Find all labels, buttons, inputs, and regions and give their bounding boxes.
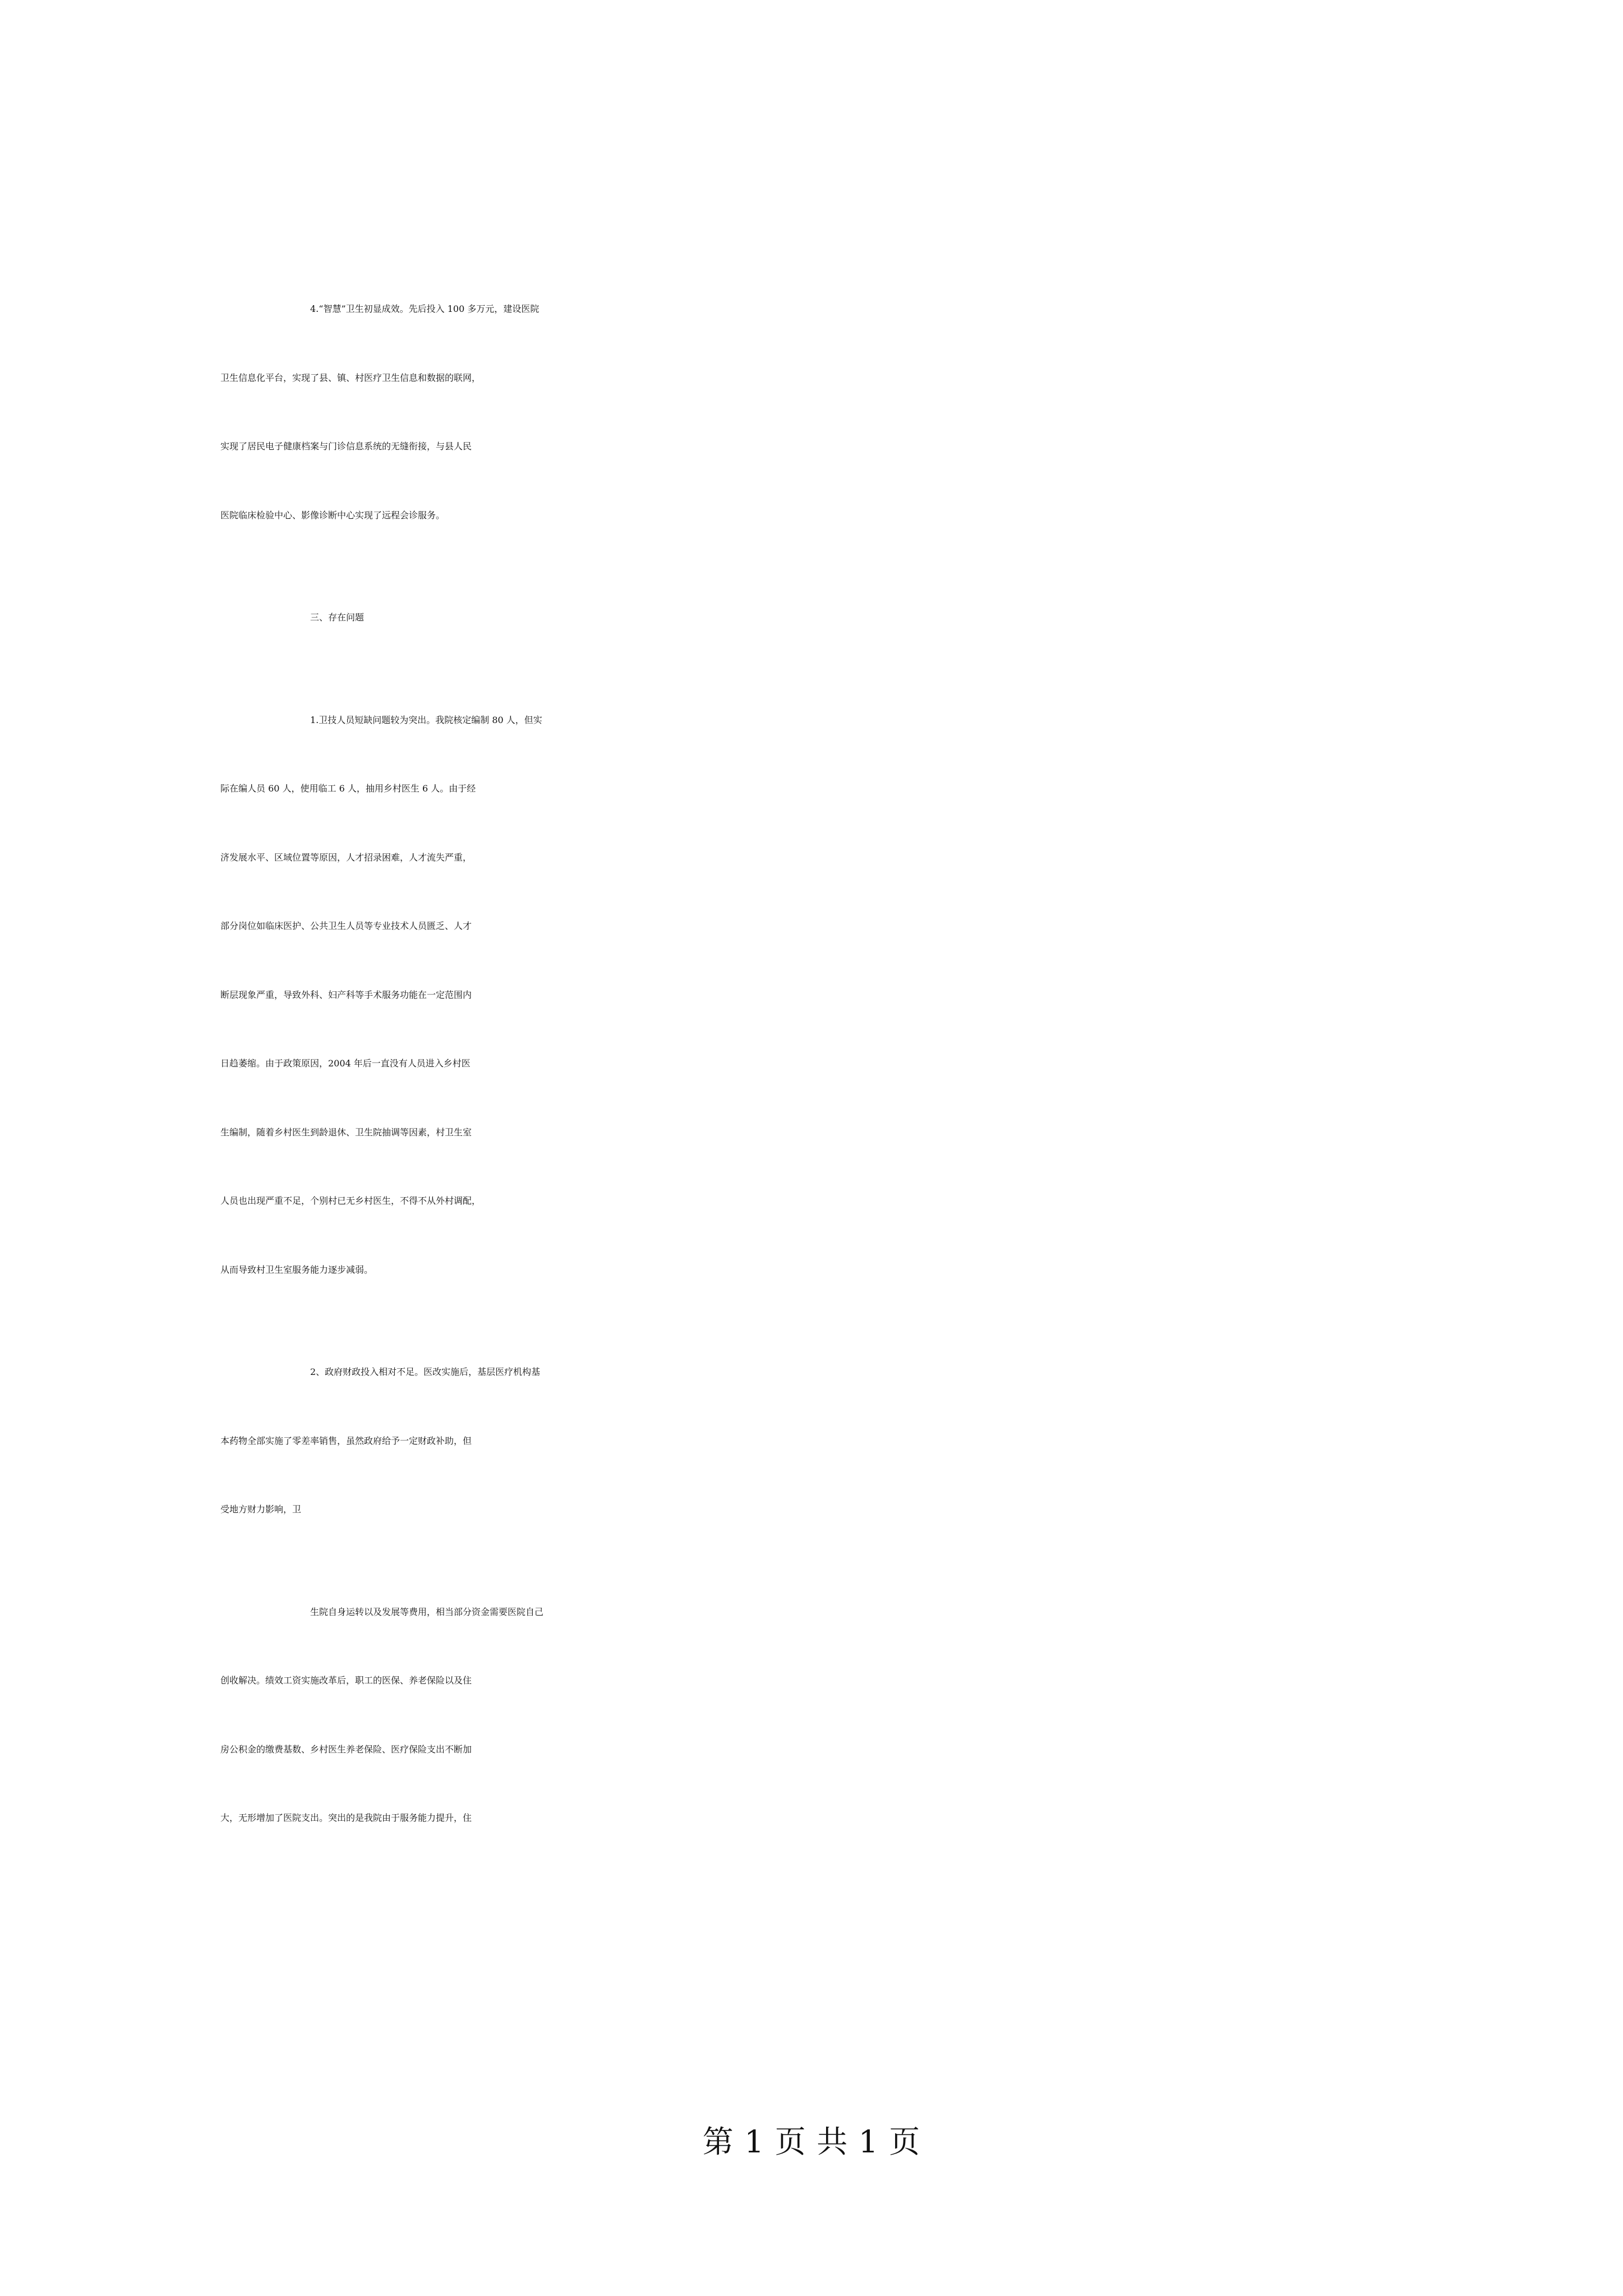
text-line: 创收解决。绩效工资实施改革后，职工的医保、养老保险以及住 (220, 1675, 472, 1686)
text-line: 2、政府财政投入相对不足。医改实施后，基层医疗机构基 (310, 1366, 541, 1377)
paragraph-funding-continued (220, 1605, 1415, 1880)
text-line: 医院临床检验中心、影像诊断中心实现了远程会诊服务。 (220, 509, 445, 521)
text-line: 人员也出现严重不足，个别村已无乡村医生，不得不从外村调配， (220, 1195, 481, 1206)
text-line: 卫生信息化平台，实现了县、镇、村医疗卫生信息和数据的联网， (220, 372, 481, 383)
text-line: 从而导致村卫生室服务能力逐步减弱。 (220, 1264, 374, 1275)
document-body (220, 302, 1415, 1880)
text-line: 实现了居民电子健康档案与门诊信息系统的无缝衔接，与县人民 (220, 441, 472, 452)
text-line: 济发展水平、区域位置等原因，人才招录困难，人才流失严重， (220, 852, 472, 863)
text-line: 生院自身运转以及发展等费用，相当部分资金需要医院自己 (310, 1606, 544, 1617)
text-line: 日趋萎缩。由于政策原因，2004 年后一直没有人员进入乡村医 (220, 1058, 471, 1069)
text-line: 受地方财力影响，卫 (220, 1504, 302, 1515)
text-line: 大，无形增加了医院支出。突出的是我院由于服务能力提升，住 (220, 1812, 472, 1823)
section-heading-problems (220, 610, 1415, 679)
text-line: 际在编人员 60 人，使用临工 6 人，抽用乡村医生 6 人。由于经 (220, 783, 476, 794)
paragraph-smart-health (220, 302, 1415, 577)
text-line: 4.“智慧”卫生初显成效。先后投入 100 多万元，建设医院 (310, 303, 540, 314)
page-footer: 第 1 页 共 1 页 (702, 2124, 921, 2160)
text-line: 房公积金的缴费基数、乡村医生养老保险、医疗保险支出不断加 (220, 1743, 472, 1755)
paragraph-staff-shortage (220, 713, 1415, 1332)
text-line: 部分岗位如临床医护、公共卫生人员等专业技术人员匮乏、人才 (220, 921, 472, 931)
text-line: 断层现象严重，导致外科、妇产科等手术服务功能在一定范围内 (220, 989, 472, 1000)
section-heading: 三、存在问题 (310, 612, 365, 623)
text-line: 1.卫技人员短缺问题较为突出。我院核定编制 80 人，但实 (310, 714, 542, 725)
text-line: 生编制，随着乡村医生到龄退休、卫生院抽调等因素，村卫生室 (220, 1126, 472, 1138)
text-line: 本药物全部实施了零差率销售，虽然政府给予一定财政补助，但 (220, 1435, 472, 1446)
paragraph-funding (220, 1365, 1415, 1571)
